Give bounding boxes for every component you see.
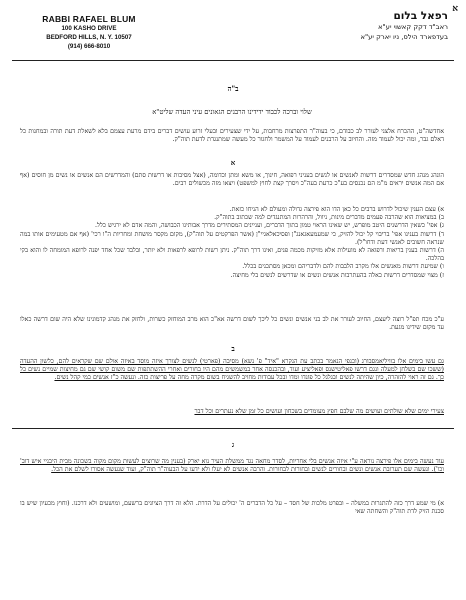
letterhead-hebrew xyxy=(298,10,448,42)
intro-paragraph: אחדשה"ט, ההכרח אלצני לעורר לב כבודם, כי בעוה"ר התפרצות מרחבות, על ידי שצעירים ובעלי זרוע עושים דברים בידם מרעת עצמם בלא לשאלת דעת תורה ובמחנות כל דאלם גבר, ומה יכול לעמוד מזה. והחיוב על הרבנים לעמוד על המשמר ולחגור כל מעשה שמתנגדת לדעת תוה"ק. xyxy=(20,128,444,144)
letterhead-rule xyxy=(12,60,454,61)
section-c-text: א) מי שמע דרך כזה להתגרות במשלה – ובפרט מלכות של חסד – על כל הדברים ה' יכולים על הדרת. הלא זה דרך הציונים ברשעם, ומושעים ולא דרכנו. (וחוץ מכעיון שיש בו סכנת הזיק לדת תוה"ק והשחתה שאי xyxy=(20,500,444,516)
section-divider xyxy=(12,428,454,429)
list-item: ז) מצוי שמסדרים דרשות כאלה בהעתרבות אנשים ונשים או שדרשים לנשים בלי מחיצה. xyxy=(230,271,444,279)
letterhead-name-he: רפאל בלום xyxy=(393,10,448,22)
date-mark: ב"ה xyxy=(227,84,239,93)
list-item: ו) שמיעת דרשות מאנשים אלו מקרב הלבבות להם ולדבריהם ומכאן מסתכנים בכלל. xyxy=(242,263,444,271)
list-item: א) עצם הענין שיכול לדרוש ברבים כל כאן הדו הוא פירצה גדולה ומעולם לא הניחו כזאת. xyxy=(229,206,444,213)
letterhead-english xyxy=(14,14,164,51)
section-b-closing: צעירי ימים שלא שולתים ועושים מה שלבם חפץ מעומדים בשכחון ועושים כל זמן שלא נעתרים וכל דבר xyxy=(194,408,444,415)
section-b-underlined: גם עשו בימים אלו בוויליאמסבורג (וכנפי הנאמר בכתב עת הנקרא "איד" פ' נשא) מסיבה (פארטי) לנשים לצורך איזה מוסד באיזה אולם שם שקראים להם, כלשון ההעדה (ששכו שם בשלחן למעלה ונגם דרשו פאליטישנס ופאליציע ועוד, ובהכנסה אחר במשמשים מהם היו בחורים ואחרי ההשתתפות שם משום קושי שם גם מחיצות שמיים נשים כל כך. גם זה ראוי להזהרה, כיון שהיתה לנשים ובגלגל כל פונדו ומדו ובכל עבודות מחויב להשגיח בשום מקרה מחה על פריצות כזה. ונעשה כ"ז אנשים כמי קהל נשים. xyxy=(20,358,444,382)
list-item: ה) דרשות בענין בריאות ורפואה לא מועילות אלא מזיקות מכמה פנים, ואינו דרך תוה"ק. ניתן רשות לרופא לרפאות ולא יותר, ובלבד שכל אחד יפנה לרופא המומחה לו והוא בקי בהלכה. xyxy=(20,247,444,263)
section-b-mark: ב xyxy=(231,344,235,353)
list-item: ד) דרשות בענינו אפי' בריבוי קל יכול להזיק, כי שמעמעאגאנג"ן ופסיכאלאגיי"ן (אשר הפרקטים על תוה"ק), מקום מקסר מושחת ומחריות ה"ו רכי' (אף אם מטעימים אותו במה שנראה חשובים לאנשי דעת ודחו"ל). xyxy=(20,230,444,246)
page-number: א xyxy=(452,4,458,14)
letterhead-street: 100 KASHO DRIVE xyxy=(61,25,117,32)
section-c-underlined: עוד נעשה בימים אלו פירצה נוראה ע"י איזה אנשים בלי אחריות, לסדר מחאה נגד ממשלת העיר נוא יארק (בענין מה שרוצים לעשות מקום מקוה בשכונה מבית היבניי איש דוב' וכו'). ונעשה שם תערובת אנשים ונשים ובחורים לנשים ובחורות לבחורות. והרבה אנשים לא יעלו ולא ידעו על הבעוה"ר תוה"ק, ועוד שנעשה אסורו לשלם את הכל. xyxy=(20,458,444,474)
letterhead-city: BEDFORD HILLS, N. Y. 10507 xyxy=(46,34,132,41)
section-a-closing: ע"כ מכח תפ"ל רוצה ליעצם, החיוב לעורר את לב בני אנשים ונשים כל ליכך לשום דרשה אא"כ הוא מרב המוחזק כשרות, ולחזק את מנהג קדמונינו שלא היה שום דרשה כאלו עד מקום שידינו מגעת. xyxy=(20,316,444,332)
list-item: ב) במציאות הוא שהרבה פעמים מדברים מינות, ניוול, והרהרות המתנגדים למה שכתוב בתוה"ק. xyxy=(214,214,444,222)
letterhead-title-he: ראב"ד דקק קאשוי יע"א xyxy=(378,23,448,31)
letterhead-phone: (914) 666-8010 xyxy=(67,43,111,50)
section-a-mark: א xyxy=(230,158,236,167)
greeting: שלוי וברכה לכבוד ידידינו הרבנים הגאונים עיני העדה שליט"א xyxy=(152,108,312,116)
letterhead-name-en: RABBI RAFAEL BLUM xyxy=(42,14,136,24)
letterhead-address-he: בעדפארד הילס, ניו יארק יע"א xyxy=(360,33,448,41)
section-c-mark: ג xyxy=(231,440,235,449)
section-a-list xyxy=(20,206,444,280)
list-item: ג) אפי' כשאין הדרשנים היטב מופרש, יש שאינו הראוי טמון בתוך הדברים, ועניינים המסתירים מדרך אבותינו הכבושה, והמה אדם לא ירגיש כלל. xyxy=(95,222,444,230)
section-a-intro: הונהג מנהג חדש שמסדרים דרשות לאנשים או לנשים בעניני רפואה, חינוך, או משא ומתן וכדומה, (אצל מסיבות או דרשות סתם) והמדרשים הם אנשים או נשים מן חוסים (אף אם המה אנשים יראים מ"מ הם נכנסים בע"כ כרעת בעה"כ ויסרך קצת לחוץ למשפט) ויצאו מזה מכשולים רבים. xyxy=(20,172,444,188)
